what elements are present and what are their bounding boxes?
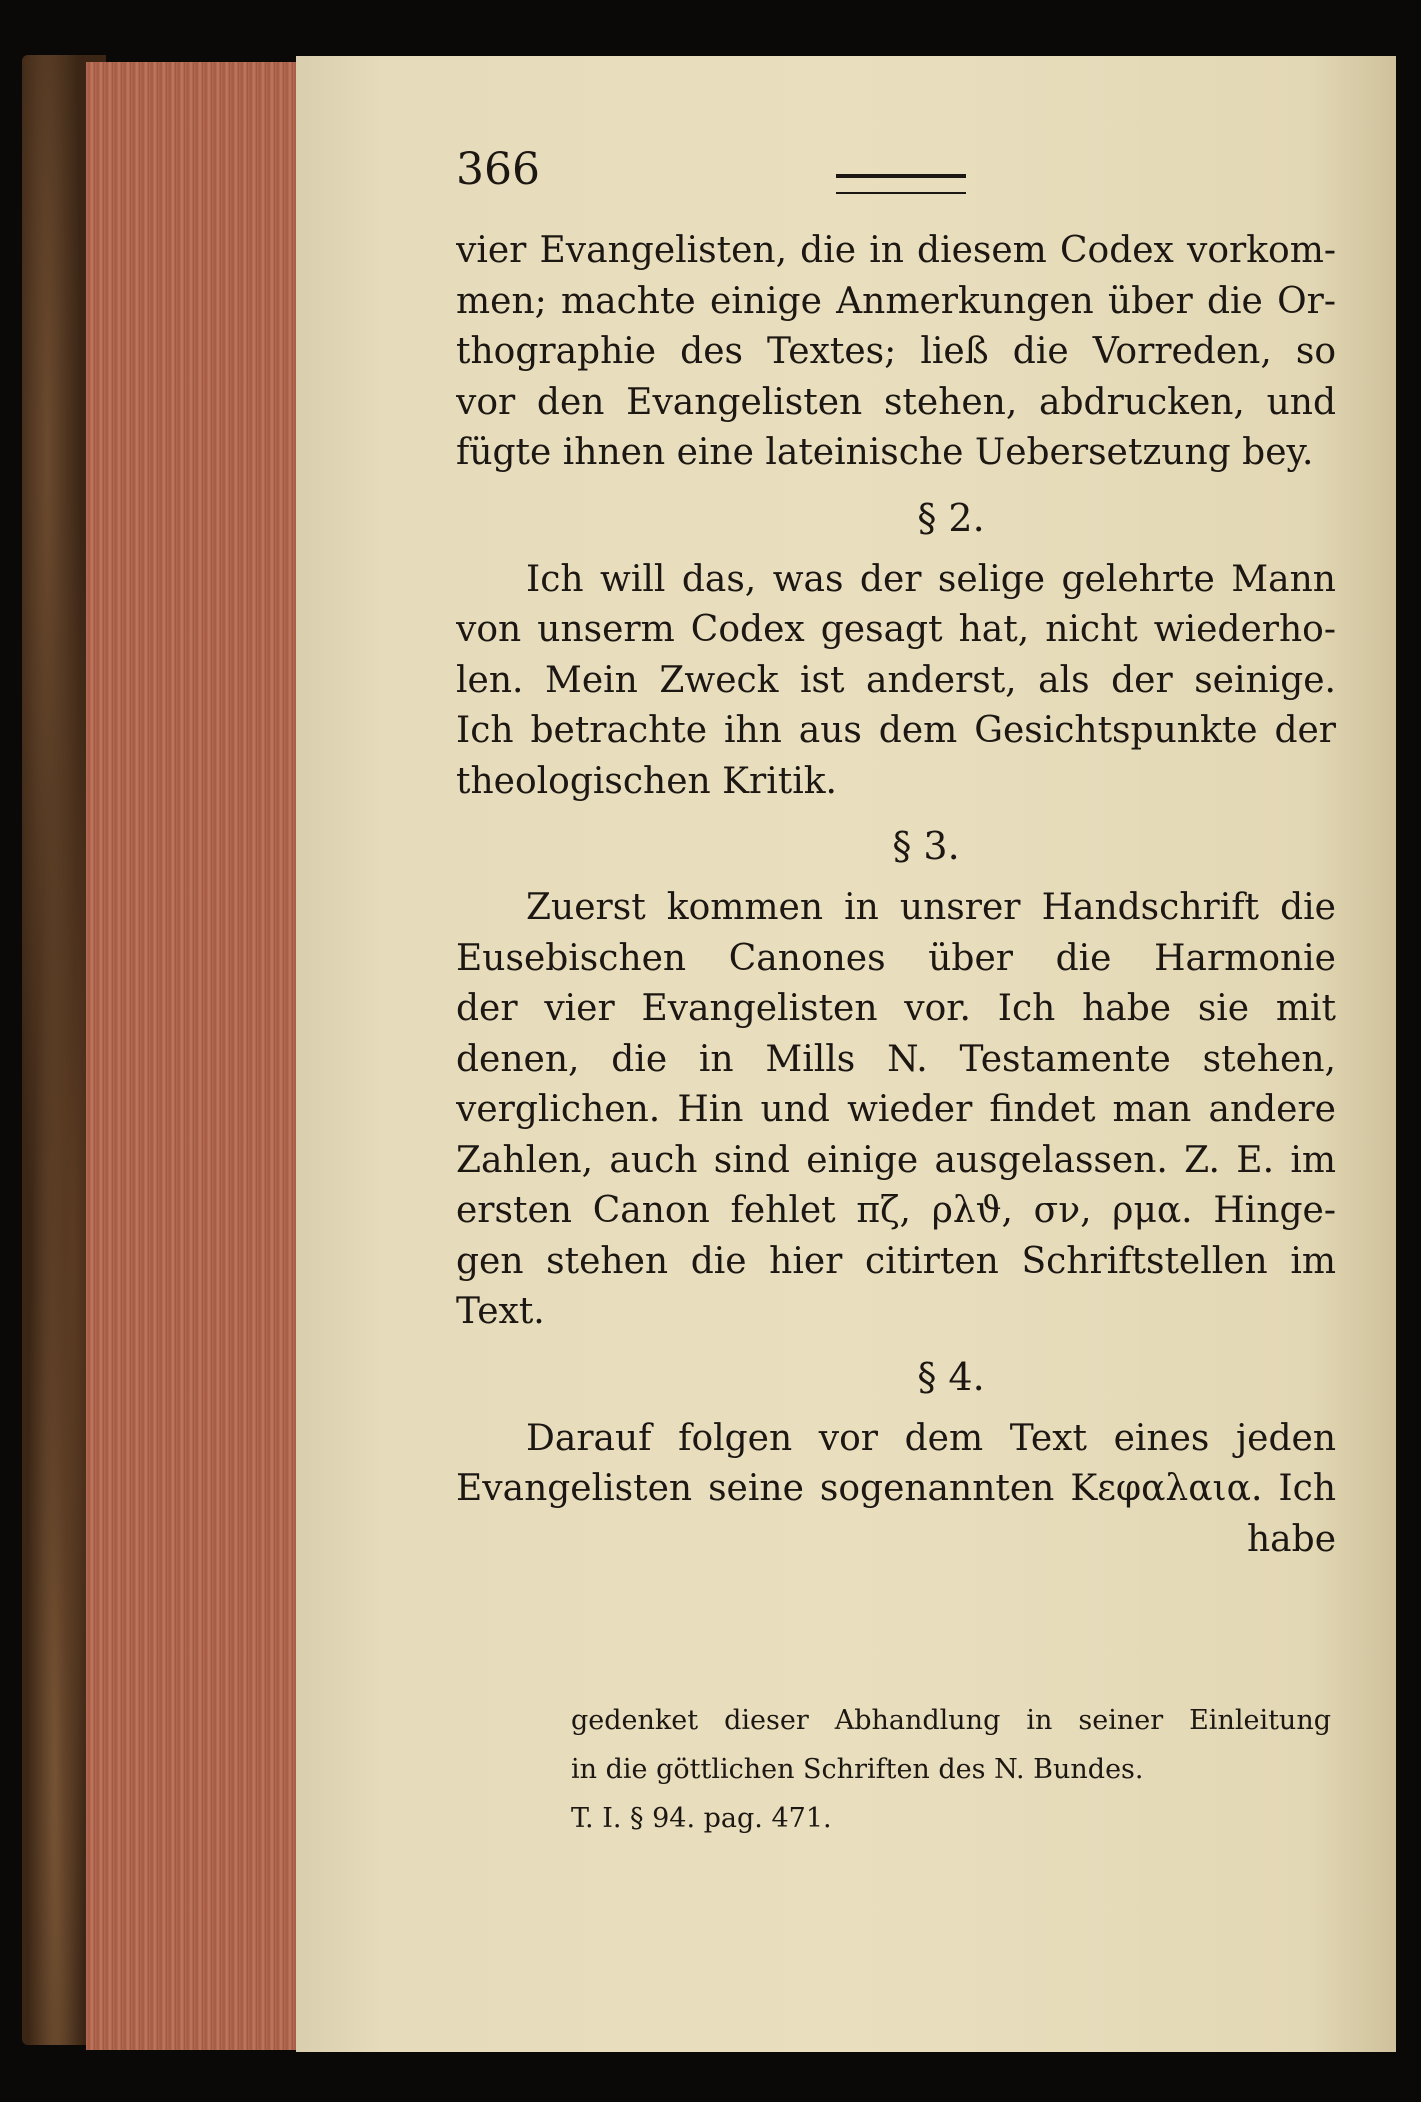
- text-line: theologischen Kritik.: [456, 760, 837, 802]
- section-heading: § 4.: [917, 1354, 985, 1399]
- footnote-line: gedenket dieser Abhandlung in seiner Einleitung: [571, 1705, 1331, 1736]
- text-line: men; machte einige Anmerkungen über die Or-: [456, 280, 1336, 322]
- text-line: denen, die in Mills N. Testamente stehen,: [456, 1038, 1336, 1080]
- text-line: vier Evangelisten, die in diesem Codex vorkom-: [456, 230, 1336, 271]
- section-4: [456, 1346, 1336, 1566]
- book-page: [296, 56, 1396, 2052]
- text-line: Zahlen, auch sind einige ausgelassen. Z. E. im: [456, 1139, 1336, 1181]
- text-line: Evangelisten seine sogenannten Κεφαλαια. Ich: [456, 1468, 1336, 1509]
- text-line: ersten Canon fehlet πζ, ρλϑ, σν, ρμα. Hinge-: [456, 1190, 1336, 1231]
- footnote-line: in die göttlichen Schriften des N. Bundes.: [571, 1754, 1144, 1785]
- text-line: Text.: [456, 1291, 545, 1332]
- text-line: Darauf folgen vor dem Text eines jeden: [526, 1417, 1336, 1459]
- footnote-line: T. I. § 94. pag. 471.: [571, 1803, 832, 1834]
- section-3: [456, 815, 1336, 1338]
- head-rule: [836, 174, 966, 194]
- text-line: von unserm Codex gesagt hat, nicht wiederho-: [456, 609, 1336, 650]
- text-line: Eusebischen Canones über die Harmonie: [456, 937, 1336, 979]
- page-number: 366: [456, 144, 540, 195]
- text-line: len. Mein Zweck ist anderst, als der seinige.: [456, 659, 1336, 701]
- text-line: verglichen. Hin und wieder findet man andere: [456, 1089, 1336, 1130]
- catchword: habe: [1247, 1518, 1336, 1560]
- text-line: Ich will das, was der selige gelehrte Mann: [526, 558, 1336, 600]
- section-2: [456, 487, 1336, 808]
- footnote: [571, 1696, 1331, 1843]
- running-head: [456, 136, 1276, 216]
- text-line: Ich betrachte ihn aus dem Gesichtspunkte der: [456, 710, 1336, 751]
- main-text: [456, 226, 1336, 1565]
- text-line: vor den Evangelisten stehen, abdrucken, und: [456, 381, 1336, 423]
- section-heading: § 2.: [917, 495, 985, 540]
- text-line: Zuerst kommen in unsrer Handschrift die: [526, 887, 1336, 928]
- text-line: fügte ihnen eine lateinische Uebersetzung bey.: [456, 432, 1314, 473]
- paragraph-intro: [456, 226, 1336, 479]
- page-edges: [86, 62, 299, 2050]
- section-heading: § 3.: [892, 824, 960, 868]
- text-line: gen stehen die hier citirten Schriftstellen im: [456, 1240, 1336, 1282]
- text-line: thographie des Textes; ließ die Vorreden, so: [456, 331, 1336, 372]
- text-line: der vier Evangelisten vor. Ich habe sie mit: [456, 988, 1336, 1029]
